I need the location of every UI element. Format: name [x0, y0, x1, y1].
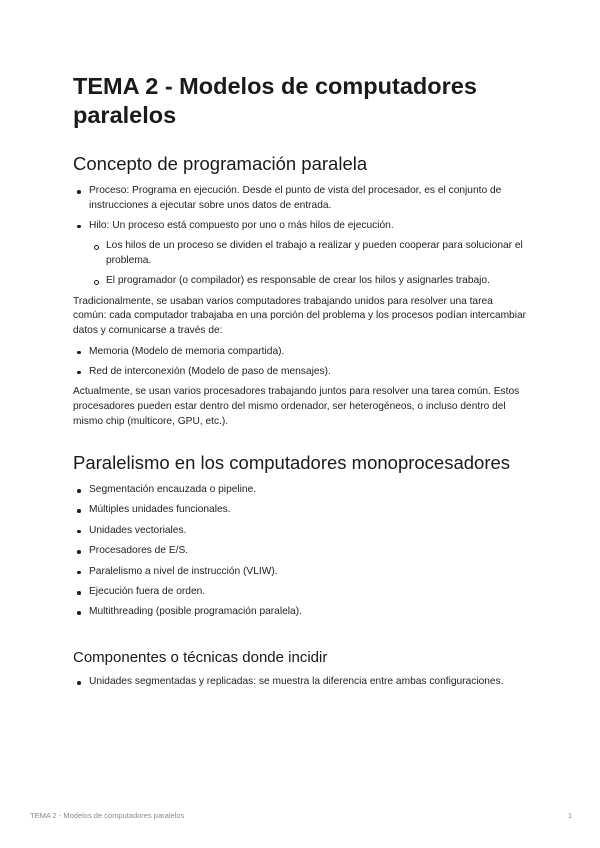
- sub-bullet-list: [90, 239, 528, 289]
- footer-title: TEMA 2 - Modelos de computadores paralelos: [30, 811, 185, 820]
- list-item: [73, 524, 528, 539]
- list-item: [73, 365, 528, 380]
- bullet-icon: [77, 371, 81, 375]
- bullet-icon: [77, 351, 81, 355]
- list-item: [90, 274, 528, 289]
- section-heading-paralelismo: Paralelismo en los computadores monoprocesadores: [73, 452, 511, 474]
- list-item-text: Hilo: Un proceso está compuesto por uno o más hilos de ejecución.: [89, 219, 394, 231]
- paragraph: Actualmente, se usan varios procesadores trabajando juntos para resolver una tarea común. Estos procesadores pueden estar dentro del mismo ordenador, ser heterogéneos, o incluso dentro del mismo chip (multicore, GPU, etc.).: [73, 386, 520, 427]
- list-item: [73, 605, 528, 620]
- list-item: [73, 184, 528, 213]
- bullet-icon: [77, 681, 81, 685]
- bullet-icon: [77, 611, 81, 615]
- list-item-text: Procesadores de E/S.: [89, 545, 189, 557]
- list-item: [73, 345, 528, 360]
- list-item-text: Proceso: Programa en ejecución. Desde el punto de vista del procesador, es el conjunto de instrucciones a ejecutar sobre unos datos de entrada.: [89, 185, 502, 211]
- list-item-text: Los hilos de un proceso se dividen el trabajo a realizar y pueden cooperar para solucionar el problema.: [106, 240, 523, 266]
- list-item-text: Red de interconexión (Modelo de paso de mensajes).: [89, 365, 331, 377]
- bullet-list: [73, 483, 528, 620]
- list-item-text: Unidades segmentadas y replicadas: se muestra la diferencia entre ambas configuraciones.: [89, 676, 504, 688]
- list-item-text: Múltiples unidades funcionales.: [89, 504, 231, 516]
- document-page: [73, 72, 528, 695]
- list-item: [73, 675, 528, 690]
- section-heading-componentes: Componentes o técnicas donde incidir: [73, 649, 328, 667]
- bullet-icon: [77, 591, 81, 595]
- list-item: [73, 483, 528, 498]
- list-item-text: Multithreading (posible programación paralela).: [89, 606, 302, 618]
- list-item: [73, 544, 528, 559]
- bullet-icon: [77, 530, 81, 534]
- list-item-text: El programador (o compilador) es responsable de crear los hilos y asignarles trabajo.: [106, 275, 490, 287]
- bullet-icon: [77, 225, 81, 229]
- list-item-text: Segmentación encauzada o pipeline.: [89, 484, 257, 496]
- list-item-text: Ejecución fuera de orden.: [89, 586, 206, 598]
- hollow-bullet-icon: [94, 245, 99, 250]
- list-item-text: Memoria (Modelo de memoria compartida).: [89, 345, 285, 357]
- bullet-list: [73, 675, 528, 690]
- list-item: [73, 219, 528, 234]
- list-item: [90, 239, 528, 268]
- list-item-text: Unidades vectoriales.: [89, 524, 187, 536]
- list-item-text: Paralelismo a nivel de instrucción (VLIW).: [89, 565, 278, 577]
- list-item: [73, 503, 528, 518]
- bullet-icon: [77, 571, 81, 575]
- bullet-icon: [77, 489, 81, 493]
- bullet-list: [73, 184, 528, 234]
- document-title: TEMA 2 - Modelos de computadores paralelos: [73, 73, 477, 128]
- paragraph: Tradicionalmente, se usaban varios computadores trabajando unidos para resolver una tarea común: cada computador trabajaba en una porción del problema y los procesos podían intercambiar datos y comunicarse a través de:: [73, 295, 527, 336]
- bullet-icon: [77, 550, 81, 554]
- list-item: [73, 565, 528, 580]
- bullet-icon: [77, 509, 81, 513]
- list-item: [73, 585, 528, 600]
- hollow-bullet-icon: [94, 280, 99, 285]
- footer-page-number: 1: [567, 811, 572, 820]
- bullet-list: [73, 345, 528, 380]
- section-heading-concepto: Concepto de programación paralela: [73, 153, 368, 174]
- bullet-icon: [77, 190, 81, 194]
